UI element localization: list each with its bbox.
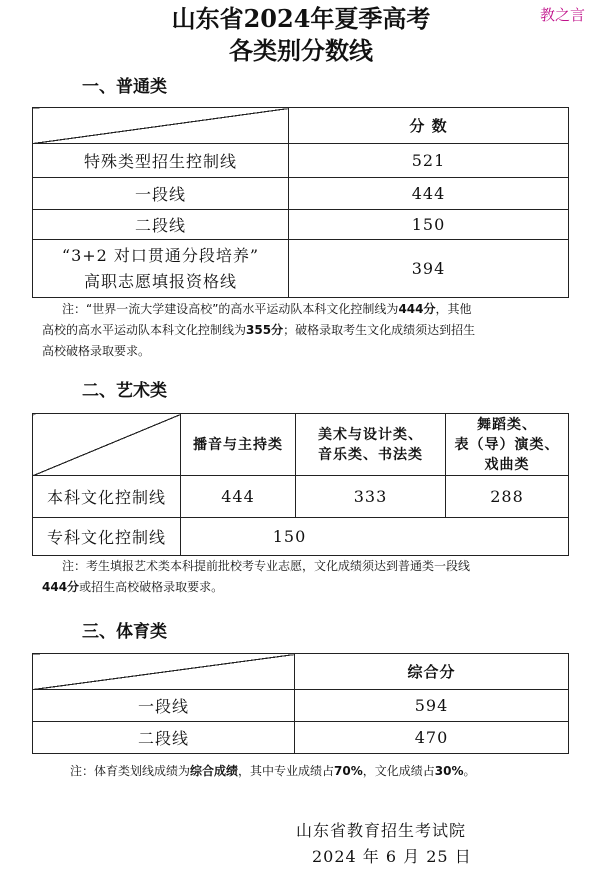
art-note <box>42 556 582 598</box>
table-row <box>33 722 569 754</box>
header-fine-arts <box>296 414 446 476</box>
header-broadcasting: 播音与主持类 <box>181 414 296 476</box>
diagonal-cell <box>33 108 289 144</box>
note-bold: 综合成绩 <box>190 764 239 778</box>
row-value: 150 <box>289 210 569 240</box>
note-text: 。 <box>463 764 476 778</box>
page-title-line1: 山东省2024年夏季高考 <box>171 4 431 33</box>
row-value: 394 <box>289 240 569 298</box>
diagonal-cell <box>33 654 295 690</box>
table-row <box>33 178 569 210</box>
diagonal-cell <box>33 414 181 476</box>
page-title-line2: 各类别分数线 <box>229 36 373 65</box>
note-text: ，文化成绩占 <box>362 764 435 778</box>
note-text: 注：“世界一流大学建设高校”的高水平运动队本科文化控制线为 <box>62 302 399 316</box>
row-label: 一段线 <box>33 178 289 210</box>
row-value: 444 <box>181 476 296 518</box>
header-line: 音乐类、书法类 <box>318 446 423 463</box>
general-table <box>32 107 569 298</box>
note-bold: 30% <box>434 764 464 778</box>
section-title-sports: 三、体育类 <box>82 622 167 642</box>
header-score: 分 数 <box>289 108 569 144</box>
note-text: 注：考生填报艺术类本科提前批校考专业志愿，文化成绩须达到普通类一段线 <box>62 559 471 573</box>
special-label-line2: 高职志愿填报资格线 <box>83 271 237 291</box>
row-label: 本科文化控制线 <box>33 476 181 518</box>
section-title-art: 二、艺术类 <box>82 381 167 401</box>
note-bold: 444分 <box>42 580 80 594</box>
table-row <box>33 476 569 518</box>
note-text: 或招生高校破格录取要求。 <box>79 580 224 594</box>
note-text: 高校的高水平运动队本科文化控制线为 <box>42 323 247 337</box>
general-note <box>42 299 582 362</box>
note-bold: 355分 <box>246 323 284 337</box>
row-label: 二段线 <box>33 210 289 240</box>
row-value: 333 <box>296 476 446 518</box>
row-label: 一段线 <box>33 690 295 722</box>
note-text: 高校破格录取要求。 <box>42 344 151 358</box>
row-value: 521 <box>289 144 569 178</box>
header-line: 美术与设计类、 <box>318 426 423 443</box>
row-label-special <box>33 240 289 298</box>
table-row <box>33 518 569 556</box>
table-row <box>33 240 569 298</box>
note-text: ，其他 <box>435 302 472 316</box>
row-value: 150 <box>181 518 569 556</box>
footer-date: 2024 年 6 月 25 日 <box>312 847 472 866</box>
footer-org: 山东省教育招生考试院 <box>296 821 467 840</box>
note-bold: 70% <box>334 764 363 778</box>
header-line: 舞蹈类、 <box>477 416 537 433</box>
section-title-general: 一、普通类 <box>82 77 167 97</box>
row-value: 444 <box>289 178 569 210</box>
header-composite: 综合分 <box>295 654 569 690</box>
table-row <box>33 210 569 240</box>
row-label: 专科文化控制线 <box>33 518 181 556</box>
art-table <box>32 413 569 556</box>
general-header-row <box>33 108 569 144</box>
header-line: 表（导）演类、 <box>454 436 560 453</box>
note-text: 注：体育类划线成绩为 <box>70 764 191 778</box>
row-label: 特殊类型招生控制线 <box>33 144 289 178</box>
note-text: ，其中专业成绩占 <box>238 764 335 778</box>
sports-note <box>70 761 590 782</box>
table-row <box>33 690 569 722</box>
watermark-logo: 教之言 <box>540 6 586 24</box>
art-header-row <box>33 414 569 476</box>
table-row <box>33 144 569 178</box>
header-dance <box>446 414 569 476</box>
row-value: 470 <box>295 722 569 754</box>
note-text: ；破格录取考生文化成绩须达到招生 <box>283 323 476 337</box>
sports-header-row <box>33 654 569 690</box>
note-bold: 444分 <box>398 302 436 316</box>
special-label-line1: “3+2 对口贯通分段培养” <box>61 245 260 265</box>
row-label: 二段线 <box>33 722 295 754</box>
row-value: 288 <box>446 476 569 518</box>
sports-table <box>32 653 569 754</box>
header-line: 戏曲类 <box>484 456 530 473</box>
row-value: 594 <box>295 690 569 722</box>
